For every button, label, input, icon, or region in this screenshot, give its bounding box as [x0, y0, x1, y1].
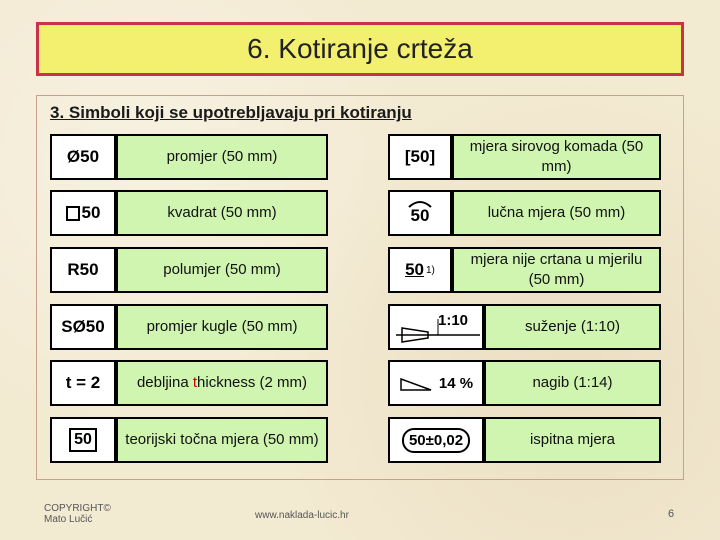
radius-description: polumjer (50 mm) — [116, 247, 328, 293]
test-dimension-description: ispitna mjera — [484, 417, 661, 463]
slope-icon — [399, 373, 433, 393]
website-link: www.naklada-lucic.hr — [255, 510, 349, 521]
slope-description: nagib (1:14) — [484, 360, 661, 406]
copyright — [44, 503, 111, 525]
square-description: kvadrat (50 mm) — [116, 190, 328, 236]
title-box — [36, 22, 684, 76]
not-to-scale-symbol — [388, 247, 452, 293]
section-subtitle: 3. Simboli koji se upotrebljavaju pri kotiranju — [50, 103, 412, 122]
square-icon — [66, 206, 80, 221]
diameter-description: promjer (50 mm) — [116, 134, 328, 180]
sphere-diameter-symbol — [50, 304, 116, 350]
radius-symbol-text: R50 — [67, 260, 99, 279]
raw-dimension-symbol — [388, 134, 452, 180]
page-title: 6. Kotiranje crteža — [247, 33, 473, 64]
radius-symbol — [50, 247, 116, 293]
taper-description: suženje (1:10) — [484, 304, 661, 350]
test-dimension-symbol — [388, 417, 484, 463]
slope-symbol-text: 14 % — [438, 374, 474, 392]
thickness-symbol — [50, 360, 116, 406]
sphere-diameter-symbol-text: SØ50 — [61, 317, 105, 336]
thickness-desc-part-a: debljina — [136, 374, 193, 391]
not-to-scale-footnote: 1) — [426, 264, 435, 276]
not-to-scale-symbol-text: 50 — [405, 260, 424, 279]
thickness-description — [116, 360, 328, 406]
thickness-desc-highlight: t — [192, 374, 198, 391]
sphere-diameter-description: promjer kugle (50 mm) — [116, 304, 328, 350]
page-number: 6 — [668, 508, 675, 520]
thickness-desc-part-c: hickness (2 mm) — [197, 374, 308, 391]
not-to-scale-description: mjera nije crtana u mjerilu (50 mm) — [452, 247, 661, 293]
raw-dimension-description: mjera sirovog komada (50 mm) — [452, 134, 661, 180]
diameter-symbol-text: Ø50 — [66, 147, 100, 166]
theoretical-dimension-symbol-text: 50 — [69, 428, 97, 452]
test-dimension-symbol-text: 50±0,02 — [402, 428, 470, 453]
taper-symbol-text: 1:10 — [438, 312, 469, 329]
raw-dimension-symbol-text: [50] — [404, 147, 436, 166]
arc-dimension-symbol-text: 50 — [410, 206, 430, 225]
copyright-line-1: COPYRIGHT© — [44, 503, 111, 514]
thickness-symbol-text: t = 2 — [65, 373, 101, 392]
diameter-symbol — [50, 134, 116, 180]
arc-dimension-description: lučna mjera (50 mm) — [452, 190, 661, 236]
square-symbol-text: 50 — [81, 203, 101, 222]
theoretical-dimension-symbol — [50, 417, 116, 463]
theoretical-dimension-description: teorijski točna mjera (50 mm) — [116, 417, 328, 463]
taper-icon — [394, 316, 482, 346]
copyright-line-2: Mato Lučić — [44, 514, 93, 525]
slope-symbol — [388, 360, 484, 406]
taper-symbol — [388, 304, 484, 350]
square-symbol — [50, 190, 116, 236]
arc-dimension-symbol — [388, 190, 452, 236]
